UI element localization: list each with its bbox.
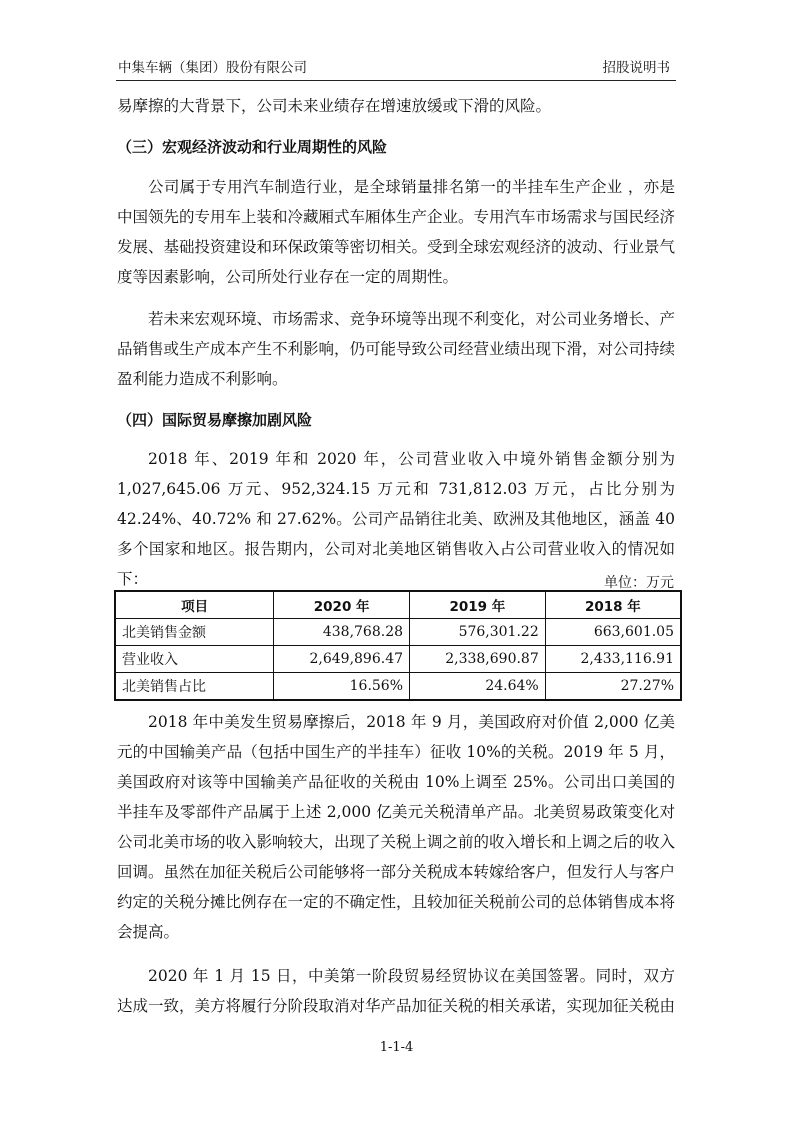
- cell-2018: 663,601.05: [545, 619, 681, 646]
- paragraph-continuation: 易摩擦的大背景下，公司未来业绩存在增速放缓或下滑的风险。: [117, 97, 552, 115]
- cell-2019: 576,301.22: [410, 619, 546, 646]
- cell-2018: 2,433,116.91: [545, 646, 681, 673]
- table-row: [115, 646, 681, 673]
- paragraph-industry: 公司属于专用汽车制造行业，是全球销量排名第一的半挂车生产企业 ，亦是中国领先的专用车上装和冷藏厢式车厢体生产企业。专用汽车市场需求与国民经济发展、基础投资建设和环保政策等密切相关。受到全球宏观经济的波动、行业景气度等因素影响，公司所处行业存在一定的周期性。: [117, 178, 676, 286]
- north-america-sales-table: [114, 590, 682, 701]
- table-row: [115, 673, 681, 701]
- cell-2020: 438,768.28: [274, 619, 410, 646]
- table-row: [115, 619, 681, 646]
- paragraph-phase-one-agreement: 2020 年 1 月 15 日，中美第一阶段贸易经贸协议在美国签署。同时，双方达成一致，美方将履行分阶段取消对华产品加征关税的相关承诺，实现加征关税由: [117, 967, 676, 1015]
- table-unit: 单位：万元: [604, 575, 674, 591]
- page-header: [116, 50, 676, 81]
- row-label: 北美销售占比: [115, 673, 274, 701]
- col-header-2020: 2020 年: [274, 591, 410, 619]
- col-header-2018: 2018 年: [545, 591, 681, 619]
- row-label: 北美销售金额: [115, 619, 274, 646]
- col-header-2019: 2019 年: [410, 591, 546, 619]
- table-header-row: [115, 591, 681, 619]
- col-header-item: 项目: [115, 591, 274, 619]
- company-name: 中集车辆（集团）股份有限公司: [118, 60, 307, 76]
- cell-2018: 27.27%: [545, 673, 681, 701]
- paragraph-tariffs: 2018 年中美发生贸易摩擦后，2018 年 9 月，美国政府对价值 2,000 亿美元的中国输美产品（包括中国生产的半挂车）征收 10%的关税。2019 年 5 月，美国政府对该等中国输美产品征收的关税由 10%上调至 25%。公司出口美国的半挂车及零部件产品属于上述 2,000 亿美元关税清单产品。北美贸易政策变化对公司北美市场的收入影响较大，出现了关税上调之前的收入增长和上调之后的收入回调。虽然在加征关税后公司能够将一部分关税成本转嫁给客户，但发行人与客户约定的关税分摊比例存在一定的不确定性，且较加征关税前公司的总体销售成本将会提高。: [117, 713, 676, 941]
- cell-2019: 24.64%: [410, 673, 546, 701]
- row-label: 营业收入: [115, 646, 274, 673]
- section-heading-trade-risk: （四）国际贸易摩擦加剧风险: [117, 411, 313, 429]
- page-number: 1-1-4: [379, 1040, 414, 1055]
- cell-2020: 16.56%: [274, 673, 410, 701]
- section-heading-macro-risk: （三）宏观经济波动和行业周期性的风险: [117, 138, 388, 156]
- document-type: 招股说明书: [602, 60, 670, 76]
- cell-2019: 2,338,690.87: [410, 646, 546, 673]
- cell-2020: 2,649,896.47: [274, 646, 410, 673]
- paragraph-overseas-sales: 2018 年、2019 年和 2020 年，公司营业收入中境外销售金额分别为 1,027,645.06 万元、952,324.15 万元和 731,812.03 万元，占比分别为 42.24%、40.72% 和 27.62%。公司产品销往北美、欧洲及其他地区，涵盖 40 多个国家和地区。报告期内，公司对北美地区销售收入占公司营业收入的情况如下：: [117, 450, 675, 588]
- paragraph-adverse-changes: 若未来宏观环境、市场需求、竞争环境等出现不利变化，对公司业务增长、产品销售或生产成本产生不利影响，仍可能导致公司经营业绩出现下滑，对公司持续盈利能力造成不利影响。: [117, 310, 676, 388]
